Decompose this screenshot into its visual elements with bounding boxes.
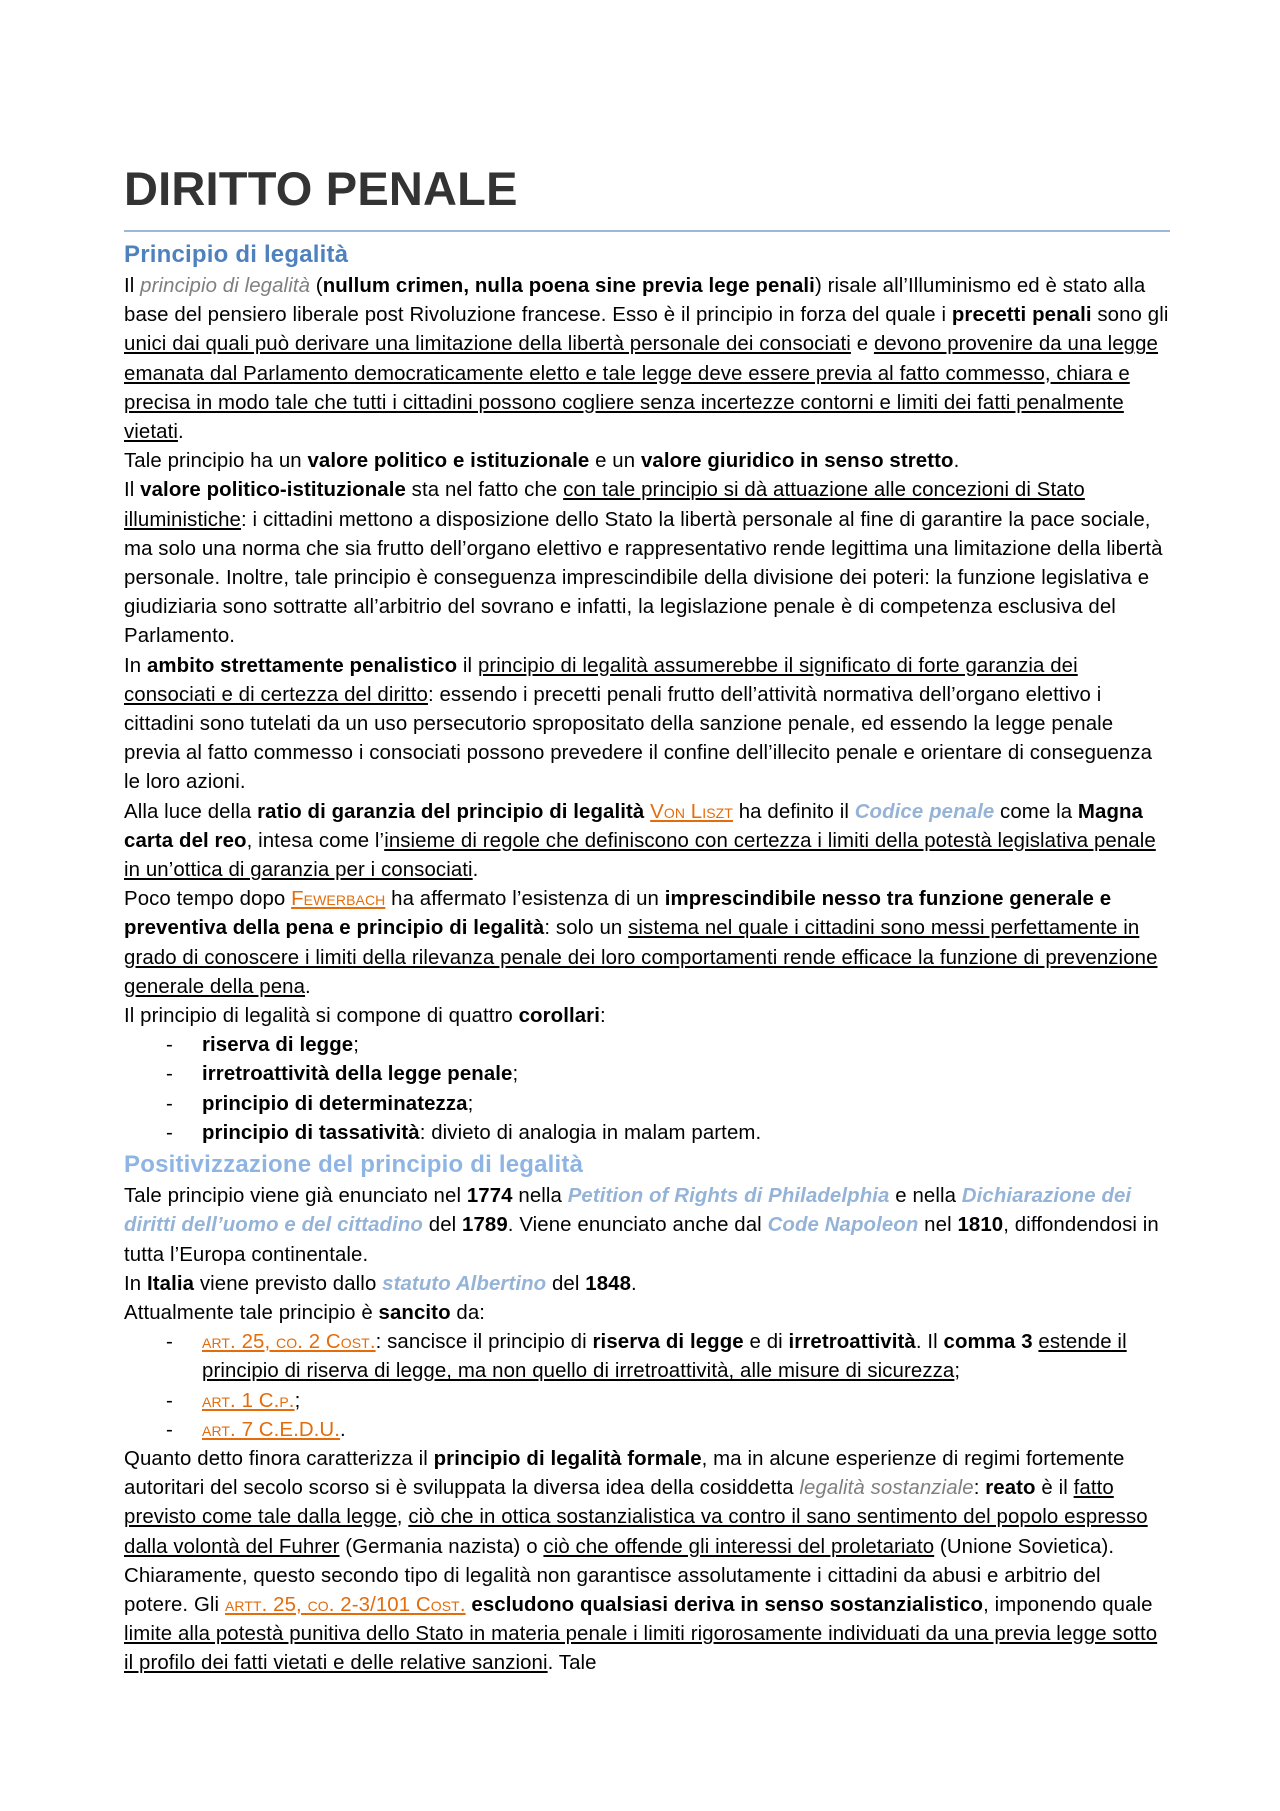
reference-codice-penale: Codice penale bbox=[854, 800, 995, 823]
paragraph-fewerbach: Poco tempo dopo Fewerbach ha affermato l’esistenza di un imprescindibile nesso tra funzione generale e preventiva della pena e principio di legalità: solo un sistema nel quale i cittadini sono messi perfettamente in grado di conoscere i limiti della rilevanza penale dei loro comportamenti rende efficace la funzione di prevenzione generale della pena. bbox=[124, 888, 1158, 998]
document-title: DIRITTO PENALE bbox=[124, 160, 1170, 232]
law-reference: art. 7 C.E.D.U. bbox=[202, 1418, 341, 1441]
reference-dichiarazione-diritti: Dichiarazione dei diritti dell’uomo e del cittadino bbox=[124, 1185, 1132, 1237]
author-fewerbach: Fewerbach bbox=[291, 888, 386, 911]
reference-petition-of-rights: Petition of Rights di Philadelphia bbox=[567, 1185, 890, 1208]
author-von-liszt: Von Liszt bbox=[650, 800, 733, 823]
norme-list bbox=[124, 1328, 1170, 1445]
section-heading-positivizzazione: Positivizzazione del principio di legalità bbox=[124, 1151, 584, 1179]
paragraph-italia: In Italia viene previsto dallo statuto Albertino del 1848. bbox=[124, 1272, 637, 1295]
paragraph-von-liszt: Alla luce della ratio di garanzia del principio di legalità Von Liszt ha definito il Codice penale come la Magna carta del reo, intesa come l’insieme di regole che definiscono con certezza i limiti della potestà legislativa penale in un’ottica di garanzia per i consociati. bbox=[124, 800, 1156, 882]
reference-statuto-albertino: statuto Albertino bbox=[382, 1272, 547, 1295]
paragraph-ambito-penalistico: In ambito strettamente penalistico il principio di legalità assumerebbe il significato di forte garanzia dei consociati e di certezza del diritto: essendo i precetti penali frutto dell’attività normativa dell’organo elettivo i cittadini sono tutelati da un uso persecutorio spropositato della sanzione penale, ed essendo la legge penale previa al fatto commesso i consociati possono prevedere il confine dell’illecito penale e orientare di conseguenza le loro azioni. bbox=[124, 654, 1153, 794]
law-reference: art. 25, co. 2 Cost. bbox=[202, 1331, 376, 1354]
list-item: - riserva di legge; bbox=[166, 1031, 1170, 1060]
paragraph-corollari: Il principio di legalità si compone di quattro corollari: bbox=[124, 1005, 606, 1028]
document-page bbox=[124, 160, 1170, 1679]
paragraph-sancito: Attualmente tale principio è sancito da: bbox=[124, 1301, 486, 1324]
list-item: - irretroattività della legge penale; bbox=[166, 1060, 1170, 1089]
list-item: - art. 7 C.E.D.U.. bbox=[166, 1416, 1170, 1445]
law-reference: artt. 25, co. 2-3/101 Cost. bbox=[224, 1593, 466, 1616]
paragraph-valore-politico: Il valore politico-istituzionale sta nel fatto che con tale principio si dà attuazione alle concezioni di Stato illuministiche: i cittadini mettono a disposizione dello Stato la libertà personale al fine di garantire la pace sociale, ma solo una norma che sia frutto dell’organo elettivo e rappresentativo rende legittima una limitazione della libertà personale. Inoltre, tale principio è conseguenza imprescindibile della divisione dei poteri: la funzione legislativa e giudiziaria sono sottratte all’arbitrio del sovrano e infatti, la legislazione penale è di competenza esclusiva del Parlamento. bbox=[124, 479, 1163, 648]
list-item: - art. 1 C.p.; bbox=[166, 1387, 1170, 1416]
paragraph-legalita-sostanziale: Quanto detto finora caratterizza il principio di legalità formale, ma in alcune esperienze di regimi fortemente autoritari del secolo scorso si è sviluppata la diversa idea della cosiddetta legalità sostanziale: reato è il fatto previsto come tale dalla legge, ciò che in ottica sostanzialistica va contro il sano sentimento del popolo espresso dalla volontà del Fuhrer (Germania nazista) o ciò che offende gli interessi del proletariato (Unione Sovietica). Chiaramente, questo secondo tipo di legalità non garantisce assolutamente i cittadini da abusi e arbitrio del potere. Gli artt. 25, co. 2-3/101 Cost. escludono qualsiasi deriva in senso sostanzialistico, imponendo quale limite alla potestà punitiva dello Stato in materia penale i limiti rigorosamente individuati da una previa legge sotto il profilo dei fatti vietati e delle relative sanzioni. Tale bbox=[124, 1447, 1158, 1675]
paragraph-enunciazione: Tale principio viene già enunciato nel 1774 nella Petition of Rights di Philadelphia e nella Dichiarazione dei diritti dell’uomo e del cittadino del 1789. Viene enunciato anche dal Code Napoleon nel 1810, diffondendosi in tutta l’Europa continentale. bbox=[124, 1185, 1159, 1266]
section-heading-principio: Principio di legalità bbox=[124, 241, 349, 268]
list-item: - principio di determinatezza; bbox=[166, 1090, 1170, 1119]
paragraph-valori: Tale principio ha un valore politico e istituzionale e un valore giuridico in senso stretto. bbox=[124, 450, 960, 473]
list-item: - art. 25, co. 2 Cost.: sancisce il principio di riserva di legge e di irretroattività. Il comma 3 estende il principio di riserva di legge, ma non quello di irretroattività, alle misure di sicurezza; bbox=[166, 1328, 1170, 1386]
law-reference: art. 1 C.p. bbox=[202, 1389, 295, 1412]
corollari-list bbox=[124, 1031, 1170, 1148]
paragraph-intro: Il principio di legalità (nullum crimen, nulla poena sine previa lege penali) risale all’Illuminismo ed è stato alla base del pensiero liberale post Rivoluzione francese. Esso è il principio in forza del quale i precetti penali sono gli unici dai quali può derivare una limitazione della libertà personale dei consociati e devono provenire da una legge emanata dal Parlamento democraticamente eletto e tale legge deve essere previa al fatto commesso, chiara e precisa in modo tale che tutti i cittadini possono cogliere senza incertezze contorni e limiti dei fatti penalmente vietati. bbox=[124, 275, 1169, 444]
reference-code-napoleon: Code Napoleon bbox=[767, 1214, 919, 1237]
list-item: - principio di tassatività: divieto di analogia in malam partem. bbox=[166, 1119, 1170, 1148]
